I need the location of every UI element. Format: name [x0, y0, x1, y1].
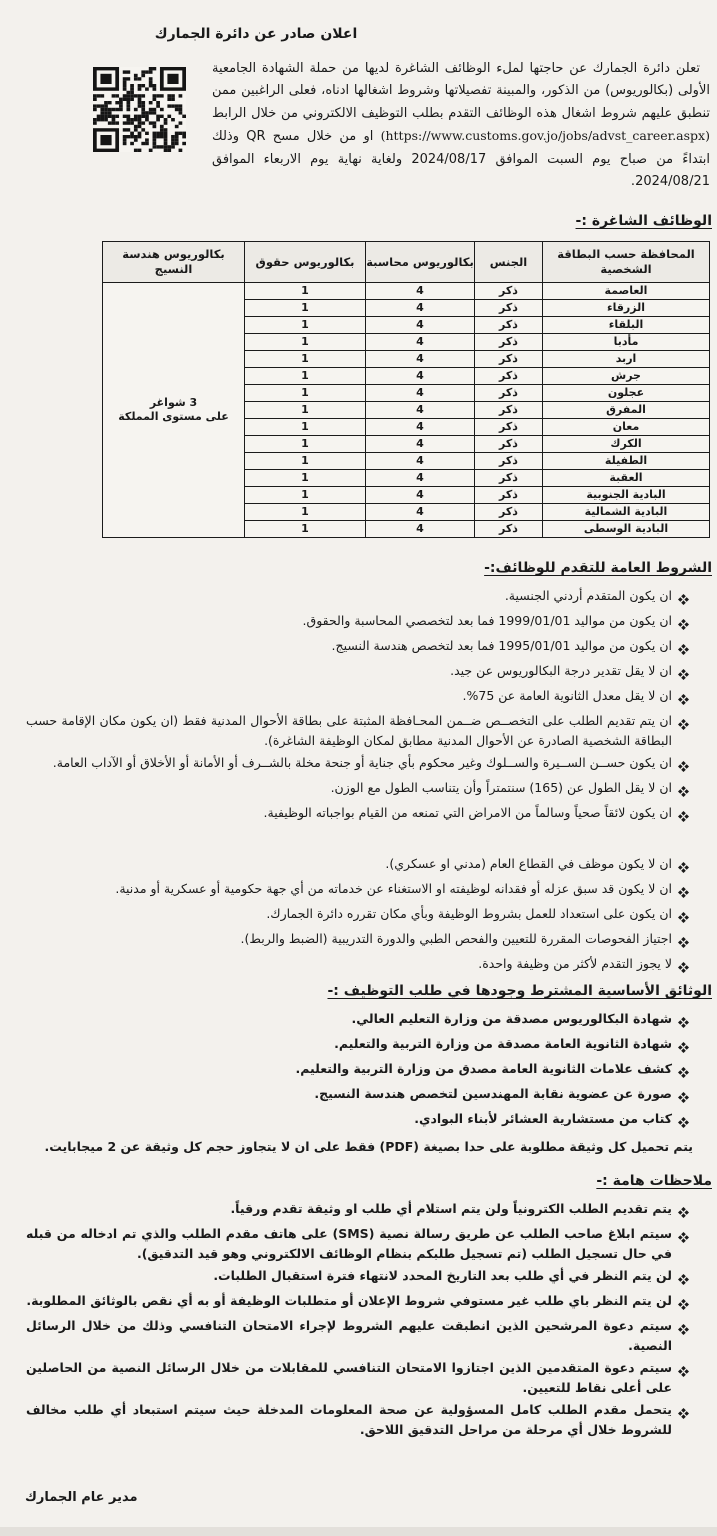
column-header: الجنس [475, 242, 543, 283]
upload-note: يتم تحميل كل وثيقة مطلوبة على حدا بصيغة (PDF) فقط على ان لا يتجاوز حجم كل وثيقة عن 2 ميجابايت. [44, 1139, 693, 1155]
vacancies-heading: الوظائف الشاغرة :- [575, 213, 712, 230]
list-item-text: ان لا يقل تقدير درجة البكالوريوس عن جيد. [450, 663, 672, 679]
intro-paragraph [212, 58, 710, 193]
qr-code [93, 67, 186, 152]
list-item-text: ان لا يقل معدل الثانوية العامة عن 75%. [462, 688, 672, 704]
list-item-text: سيتم دعوة المرشحين الذين انطبقت عليهم الشروط لإجراء الامتحان التنافسي وذلك من خلال الرسائل النصية. [26, 1318, 672, 1354]
list-item [26, 1199, 689, 1222]
bullet-diamond-icon [678, 958, 689, 977]
accounting-count-cell: 4 [366, 419, 475, 436]
law-count-cell: 1 [245, 317, 366, 334]
bullet-diamond-icon [678, 807, 689, 826]
governorate-cell: الزرقاء [543, 300, 710, 317]
gender-cell: ذكر [475, 436, 543, 453]
list-item-text: شهادة البكالوريوس مصدقة من وزارة التعليم العالي. [351, 1011, 672, 1027]
page-title: اعلان صادر عن دائرة الجمارك [154, 26, 358, 42]
intro-section [0, 0, 717, 193]
law-count-cell: 1 [245, 419, 366, 436]
bullet-diamond-icon [678, 883, 689, 902]
gender-cell: ذكر [475, 470, 543, 487]
list-item-text: لن يتم النظر في أي طلب بعد التاريخ المحدد لانتهاء فترة استقبال الطلبات. [213, 1268, 672, 1284]
gender-cell: ذكر [475, 504, 543, 521]
accounting-count-cell: 4 [366, 453, 475, 470]
accounting-count-cell: 4 [366, 334, 475, 351]
notes-heading: ملاحظات هامة :- [596, 1173, 712, 1190]
bullet-diamond-icon [678, 1063, 689, 1082]
documents-list [26, 1009, 689, 1132]
conditions-heading: الشروط العامة للتقدم للوظائف:- [484, 560, 712, 577]
bullet-diamond-icon [678, 690, 689, 709]
list-item-text: ان لا يقل الطول عن (165) سنتمتراً وأن يتناسب الطول مع الوزن. [330, 780, 672, 796]
list-item [26, 1034, 689, 1057]
list-item-text: يتم تقديم الطلب الكترونياً ولن يتم استلام أي طلب او وثيقة تقدم ورقياً. [230, 1201, 672, 1217]
list-item [26, 1084, 689, 1107]
gender-cell: ذكر [475, 317, 543, 334]
list-item-text: ان يكون من مواليد 1995/01/01 فما بعد لتخصص هندسة النسيج. [331, 638, 672, 654]
list-item-text: ان يتم تقديم الطلب على التخصــص ضــمن المحـافظة المثبتة على بطاقة الأحوال المدنية فقط (ان يكون مكان الإقامة حسب البطاقة الشخصية الصادرة عن الأحوال المدنية مطابق لمكان الوظيفة الشاغرة). [26, 713, 672, 749]
column-header: بكالوريوس محاسبة [366, 242, 475, 283]
governorate-cell: العقبة [543, 470, 710, 487]
accounting-count-cell: 4 [366, 402, 475, 419]
list-item-text: ان يكون لائقاً صحياً وسالماً من الامراض التي تمنعه من القيام بواجباته الوظيفية. [263, 805, 672, 821]
list-item [26, 778, 689, 801]
conditions-list-a [26, 586, 689, 826]
list-item [26, 954, 689, 977]
governorate-cell: معان [543, 419, 710, 436]
list-item-text: ان يكون المتقدم أردني الجنسية. [504, 588, 672, 604]
list-item [26, 1291, 689, 1314]
qr-code-image [93, 67, 186, 152]
list-item-text: صورة عن عضوية نقابة المهندسين لتخصص هندسة النسيج. [314, 1086, 672, 1102]
gender-cell: ذكر [475, 385, 543, 402]
bullet-diamond-icon [678, 1088, 689, 1107]
bullet-diamond-icon [678, 1203, 689, 1222]
application-url: (https://www.customs.gov.jo/jobs/advst_career.aspx) [380, 128, 710, 144]
accounting-count-cell: 4 [366, 504, 475, 521]
law-count-cell: 1 [245, 521, 366, 538]
gender-cell: ذكر [475, 419, 543, 436]
list-item-text: سيتم دعوة المتقدمين الذين اجتازوا الامتحان التنافسي للمقابلات من خلال الرسائل النصية من الحاصلين على أعلى نقاط للتعيين. [26, 1360, 672, 1396]
law-count-cell: 1 [245, 351, 366, 368]
list-item [26, 586, 689, 609]
list-item [26, 1009, 689, 1032]
list-item [26, 1400, 689, 1440]
list-item-text: ان لا يكون موظف في القطاع العام (مدني او عسكري). [385, 856, 672, 872]
column-header: بكالوريوس هندسة النسيج [103, 242, 245, 283]
list-item [26, 1266, 689, 1289]
bullet-diamond-icon [678, 1038, 689, 1057]
list-item [26, 1059, 689, 1082]
governorate-cell: البادية الوسطى [543, 521, 710, 538]
governorate-cell: الكرك [543, 436, 710, 453]
list-item-text: ان يكون حســن الســيرة والســلوك وغير محكوم بأي جناية أو جنحة مخلة بالشــرف أو الأمانة أو الأخلاق أو الآداب العامة. [52, 755, 672, 771]
law-count-cell: 1 [245, 436, 366, 453]
accounting-count-cell: 4 [366, 487, 475, 504]
list-item [26, 686, 689, 709]
bullet-diamond-icon [678, 1013, 689, 1032]
list-item [26, 854, 689, 877]
accounting-count-cell: 4 [366, 521, 475, 538]
governorate-cell: جرش [543, 368, 710, 385]
law-count-cell: 1 [245, 368, 366, 385]
law-count-cell: 1 [245, 283, 366, 300]
intro-text-before-url: تعلن دائرة الجمارك عن حاجتها لملء الوظائف الشاغرة لديها من حملة الشهادة الجامعية الأولى (بكالوريوس) من الذكور، والمبينة تفصيلاتها وشروط اشغالها ادناه، فعلى الراغبين ممن تنطبق عليهم شروط اشغال هذه الوظائف التقدم بطلب التوظيف الالكتروني من خلال الرابط [212, 61, 710, 121]
table-row [103, 283, 710, 300]
governorate-cell: العاصمة [543, 283, 710, 300]
signature: مدير عام الجمارك [25, 1490, 138, 1505]
governorate-cell: اربد [543, 351, 710, 368]
governorate-cell: البادية الشمالية [543, 504, 710, 521]
bullet-diamond-icon [678, 1320, 689, 1356]
bullet-diamond-icon [678, 1362, 689, 1398]
vacancies-table [102, 241, 710, 538]
column-header: بكالوريوس حقوق [245, 242, 366, 283]
group-spacer [0, 828, 717, 844]
accounting-count-cell: 4 [366, 436, 475, 453]
list-item [26, 879, 689, 902]
bullet-diamond-icon [678, 1295, 689, 1314]
accounting-count-cell: 4 [366, 385, 475, 402]
list-item [26, 803, 689, 826]
bullet-diamond-icon [678, 757, 689, 776]
accounting-count-cell: 4 [366, 317, 475, 334]
governorate-cell: المفرق [543, 402, 710, 419]
notes-list [26, 1199, 689, 1440]
bullet-diamond-icon [678, 1270, 689, 1289]
list-item-text: لن يتم النظر باي طلب غير مستوفي شروط الإعلان أو متطلبات الوظيفة أو به أي نقص بالوثائق المطلوبة. [26, 1293, 672, 1309]
list-item-text: اجتياز الفحوصات المقررة للتعيين والفحص الطبي والدورة التدريبية (الضبط والربط). [240, 931, 672, 947]
list-item-text: ان يكون على استعداد للعمل بشروط الوظيفة وبأي مكان تقرره دائرة الجمارك. [266, 906, 672, 922]
law-count-cell: 1 [245, 487, 366, 504]
bullet-diamond-icon [678, 782, 689, 801]
law-count-cell: 1 [245, 385, 366, 402]
documents-heading: الوثائق الأساسية المشترط وجودها في طلب التوظيف :- [327, 983, 712, 1000]
law-count-cell: 1 [245, 453, 366, 470]
list-item [26, 753, 689, 776]
governorate-cell: البادية الجنوبية [543, 487, 710, 504]
list-item-text: ان لا يكون قد سبق عزله أو فقدانه لوظيفته او الاستغناء عن خدماته من أي جهة حكومية أو عسكرية أو مدنية. [115, 881, 672, 897]
bullet-diamond-icon [678, 1404, 689, 1440]
governorate-cell: الطفيلة [543, 453, 710, 470]
table-header-row [103, 242, 710, 283]
bullet-diamond-icon [678, 640, 689, 659]
law-count-cell: 1 [245, 334, 366, 351]
list-item [26, 711, 689, 751]
conditions-list-b [26, 854, 689, 977]
law-count-cell: 1 [245, 402, 366, 419]
governorate-cell: البلقاء [543, 317, 710, 334]
gender-cell: ذكر [475, 521, 543, 538]
law-count-cell: 1 [245, 504, 366, 521]
law-count-cell: 1 [245, 470, 366, 487]
bullet-diamond-icon [678, 590, 689, 609]
list-item-text: يتحمل مقدم الطلب كامل المسؤولية عن صحة المعلومات المدخلة حيث سيتم استبعاد أي طلب مخالف للشروط خلال أي مرحلة من مراحل التدقيق اللاحق. [26, 1402, 672, 1438]
accounting-count-cell: 4 [366, 300, 475, 317]
accounting-count-cell: 4 [366, 368, 475, 385]
list-item [26, 661, 689, 684]
intro-text-after-url: او من خلال مسح QR وذلك ابتداءً من صباح يوم السبت الموافق 2024/08/17 ولغاية نهاية يوم الاربعاء الموافق 2024/08/21. [212, 129, 710, 190]
gender-cell: ذكر [475, 402, 543, 419]
law-count-cell: 1 [245, 300, 366, 317]
list-item [26, 611, 689, 634]
bullet-diamond-icon [678, 858, 689, 877]
list-item-text: ان يكون من مواليد 1999/01/01 فما بعد لتخصصي المحاسبة والحقوق. [302, 613, 672, 629]
bullet-diamond-icon [678, 1113, 689, 1132]
governorate-cell: مأدبا [543, 334, 710, 351]
gender-cell: ذكر [475, 368, 543, 385]
accounting-count-cell: 4 [366, 470, 475, 487]
gender-cell: ذكر [475, 300, 543, 317]
list-item [26, 1224, 689, 1264]
bullet-diamond-icon [678, 908, 689, 927]
list-item-text: سيتم ابلاغ صاحب الطلب عن طريق رسالة نصية (SMS) على هاتف مقدم الطلب والذي تم ادخاله من قبله في حال تسجيل الطلب (تم تسجيل طلبكم بنظام الوظائف الالكتروني وهو قيد التدقيق). [26, 1226, 672, 1262]
gender-cell: ذكر [475, 487, 543, 504]
list-item-text: كتاب من مستشارية العشائر لأبناء البوادي. [414, 1111, 672, 1127]
accounting-count-cell: 4 [366, 351, 475, 368]
list-item-text: كشف علامات الثانوية العامة مصدق من وزارة التربية والتعليم. [295, 1061, 672, 1077]
gender-cell: ذكر [475, 334, 543, 351]
list-item [26, 636, 689, 659]
textile-vacancies-cell: 3 شواغر على مستوى المملكة [103, 283, 245, 538]
list-item-text: شهادة الثانوية العامة مصدقة من وزارة التربية والتعليم. [334, 1036, 672, 1052]
bullet-diamond-icon [678, 933, 689, 952]
list-item [26, 1358, 689, 1398]
bullet-diamond-icon [678, 1228, 689, 1264]
bullet-diamond-icon [678, 665, 689, 684]
list-item-text: لا يجوز التقدم لأكثر من وظيفة واحدة. [478, 956, 672, 972]
gender-cell: ذكر [475, 283, 543, 300]
list-item [26, 1316, 689, 1356]
gender-cell: ذكر [475, 351, 543, 368]
list-item [26, 904, 689, 927]
bullet-diamond-icon [678, 615, 689, 634]
accounting-count-cell: 4 [366, 283, 475, 300]
governorate-cell: عجلون [543, 385, 710, 402]
bullet-diamond-icon [678, 715, 689, 751]
list-item [26, 929, 689, 952]
list-item [26, 1109, 689, 1132]
column-header: المحافظة حسب البطاقة الشخصية [543, 242, 710, 283]
gender-cell: ذكر [475, 453, 543, 470]
